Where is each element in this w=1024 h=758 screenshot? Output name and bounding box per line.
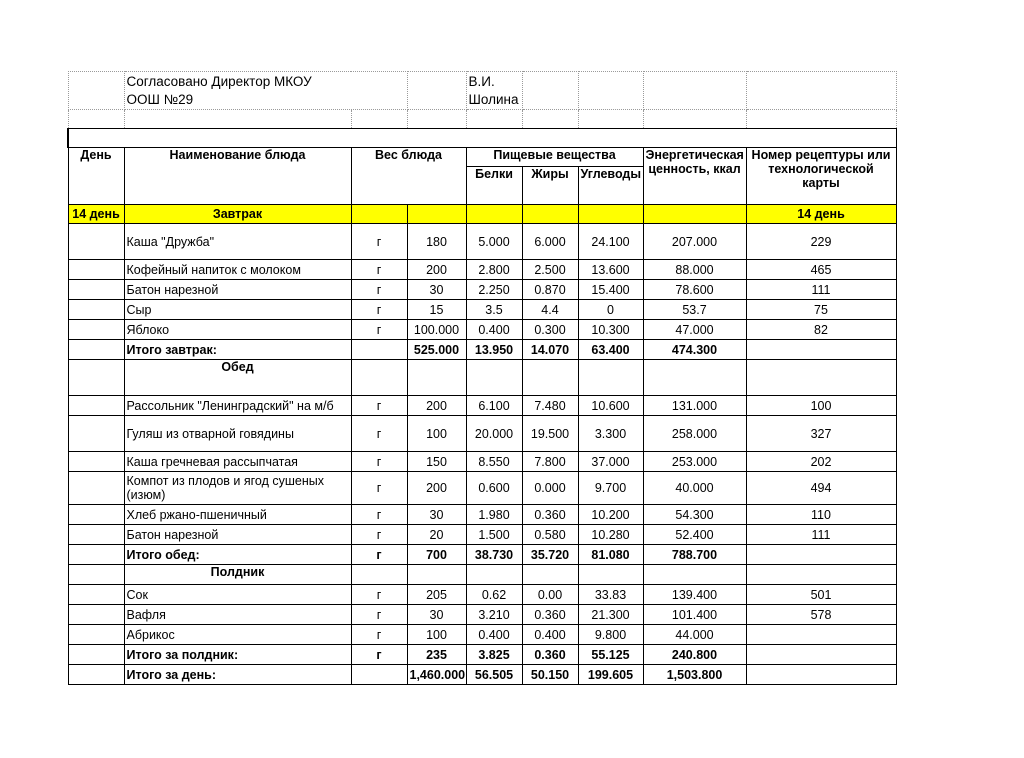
- unit: [351, 665, 407, 685]
- recipe-number: [746, 625, 896, 645]
- spacer-row: [68, 110, 896, 129]
- recipe-number: 465: [746, 260, 896, 280]
- day-cell: [68, 224, 124, 260]
- total-label: Итого за полдник:: [124, 645, 351, 665]
- empty-cell: [746, 565, 896, 585]
- unit: [351, 340, 407, 360]
- day-cell: [68, 545, 124, 565]
- fat: 19.500: [522, 416, 578, 452]
- day-cell: [68, 396, 124, 416]
- empty-cell: [466, 360, 522, 396]
- dish-name: Вафля: [124, 605, 351, 625]
- unit: г: [351, 300, 407, 320]
- weight: 30: [407, 605, 466, 625]
- unit: г: [351, 525, 407, 545]
- empty-cell: [643, 565, 746, 585]
- unit: г: [351, 625, 407, 645]
- recipe-number: 100: [746, 396, 896, 416]
- total-recipe: [746, 340, 896, 360]
- carbs: 10.280: [578, 525, 643, 545]
- protein: 1.500: [466, 525, 522, 545]
- weight: 200: [407, 472, 466, 505]
- section-row: [68, 565, 896, 585]
- protein: 8.550: [466, 452, 522, 472]
- blank-row: [68, 129, 896, 148]
- col-nutrients: Пищевые вещества: [466, 148, 643, 167]
- energy: 44.000: [643, 625, 746, 645]
- weight: 30: [407, 280, 466, 300]
- protein: 1.980: [466, 505, 522, 525]
- weight: 200: [407, 260, 466, 280]
- fat: 0.00: [522, 585, 578, 605]
- empty-cell: [351, 565, 407, 585]
- dish-name: Компот из плодов и ягод сушеных (изюм): [124, 472, 351, 505]
- dish-name: Сок: [124, 585, 351, 605]
- day-cell: [68, 260, 124, 280]
- protein: 20.000: [466, 416, 522, 452]
- energy: 40.000: [643, 472, 746, 505]
- empty-cell: [578, 360, 643, 396]
- approval-line-2: ООШ №29: [126, 92, 194, 107]
- total-protein: 56.505: [466, 665, 522, 685]
- day-cell: [68, 360, 124, 396]
- energy: 47.000: [643, 320, 746, 340]
- carbs: 10.200: [578, 505, 643, 525]
- weight: 150: [407, 452, 466, 472]
- unit: г: [351, 585, 407, 605]
- fat: 6.000: [522, 224, 578, 260]
- energy: 78.600: [643, 280, 746, 300]
- total-energy: 474.300: [643, 340, 746, 360]
- dish-row: [68, 416, 896, 452]
- col-day: День: [68, 148, 124, 205]
- weight: 180: [407, 224, 466, 260]
- energy: 53.7: [643, 300, 746, 320]
- energy: 52.400: [643, 525, 746, 545]
- carbs: 37.000: [578, 452, 643, 472]
- dish-name: Батон нарезной: [124, 280, 351, 300]
- total-label: Итого за день:: [124, 665, 351, 685]
- unit: г: [351, 260, 407, 280]
- total-weight: 1,460.000: [407, 665, 466, 685]
- unit: г: [351, 396, 407, 416]
- signer-line-1: В.И.: [468, 74, 495, 89]
- total-row: [68, 645, 896, 665]
- fat: 0.400: [522, 625, 578, 645]
- weight: 100: [407, 416, 466, 452]
- total-carbs: 81.080: [578, 545, 643, 565]
- day-label: 14 день: [68, 205, 124, 224]
- day-cell: [68, 645, 124, 665]
- fat: 0.360: [522, 505, 578, 525]
- protein: 5.000: [466, 224, 522, 260]
- protein: 2.800: [466, 260, 522, 280]
- total-energy: 1,503.800: [643, 665, 746, 685]
- protein: 3.210: [466, 605, 522, 625]
- dish-row: [68, 525, 896, 545]
- total-carbs: 55.125: [578, 645, 643, 665]
- recipe-number: 110: [746, 505, 896, 525]
- empty-cell: [522, 360, 578, 396]
- day-row: [68, 205, 896, 224]
- protein: 2.250: [466, 280, 522, 300]
- dish-row: [68, 452, 896, 472]
- day-cell: [68, 452, 124, 472]
- col-weight: Вес блюда: [351, 148, 466, 205]
- carbs: 21.300: [578, 605, 643, 625]
- energy: 207.000: [643, 224, 746, 260]
- dish-row: [68, 280, 896, 300]
- day-cell: [68, 472, 124, 505]
- dish-row: [68, 224, 896, 260]
- carbs: 10.300: [578, 320, 643, 340]
- total-label: Итого обед:: [124, 545, 351, 565]
- carbs: 15.400: [578, 280, 643, 300]
- total-fat: 0.360: [522, 645, 578, 665]
- recipe-number: 327: [746, 416, 896, 452]
- dish-name: Абрикос: [124, 625, 351, 645]
- dish-row: [68, 505, 896, 525]
- day-cell: [68, 320, 124, 340]
- dish-row: [68, 320, 896, 340]
- dish-name: Сыр: [124, 300, 351, 320]
- total-label: Итого завтрак:: [124, 340, 351, 360]
- col-energy: Энергетическая ценность, ккал: [643, 148, 746, 205]
- energy: 131.000: [643, 396, 746, 416]
- total-energy: 240.800: [643, 645, 746, 665]
- col-dish: Наименование блюда: [124, 148, 351, 205]
- protein: 0.62: [466, 585, 522, 605]
- fat: 4.4: [522, 300, 578, 320]
- dish-row: [68, 472, 896, 505]
- protein: 0.400: [466, 625, 522, 645]
- empty-cell: [522, 565, 578, 585]
- protein: 3.5: [466, 300, 522, 320]
- dish-row: [68, 585, 896, 605]
- unit: г: [351, 320, 407, 340]
- protein: 6.100: [466, 396, 522, 416]
- empty-cell: [746, 360, 896, 396]
- carbs: 9.700: [578, 472, 643, 505]
- total-fat: 14.070: [522, 340, 578, 360]
- fat: 0.000: [522, 472, 578, 505]
- carbs: 3.300: [578, 416, 643, 452]
- approval-line-1: Согласовано Директор МКОУ: [126, 74, 312, 89]
- energy: 88.000: [643, 260, 746, 280]
- weight: 205: [407, 585, 466, 605]
- dish-name: Каша "Дружба": [124, 224, 351, 260]
- col-fat: Жиры: [522, 167, 578, 205]
- total-recipe: [746, 545, 896, 565]
- energy: 54.300: [643, 505, 746, 525]
- day-cell: [68, 525, 124, 545]
- total-weight: 235: [407, 645, 466, 665]
- day-cell: [68, 300, 124, 320]
- day-cell: [68, 605, 124, 625]
- protein: 0.400: [466, 320, 522, 340]
- unit: г: [351, 645, 407, 665]
- energy: 253.000: [643, 452, 746, 472]
- col-carbs: Углеводы: [578, 167, 643, 205]
- dish-row: [68, 396, 896, 416]
- dish-name: Рассольник "Ленинградский" на м/б: [124, 396, 351, 416]
- energy: 139.400: [643, 585, 746, 605]
- weight: 200: [407, 396, 466, 416]
- unit: г: [351, 416, 407, 452]
- carbs: 13.600: [578, 260, 643, 280]
- fat: 0.870: [522, 280, 578, 300]
- total-weight: 525.000: [407, 340, 466, 360]
- col-recipe: Номер рецептуры или технологической карты: [746, 148, 896, 205]
- recipe-number: 111: [746, 525, 896, 545]
- unit: г: [351, 280, 407, 300]
- day-cell: [68, 565, 124, 585]
- dish-name: Яблоко: [124, 320, 351, 340]
- dish-name: Кофейный напиток с молоком: [124, 260, 351, 280]
- weight: 15: [407, 300, 466, 320]
- fat: 2.500: [522, 260, 578, 280]
- signer-line-2: Шолина: [468, 92, 519, 107]
- approval-row: [68, 72, 896, 110]
- meal-lunch-title: Обед: [124, 360, 351, 396]
- day-cell: [68, 280, 124, 300]
- unit: г: [351, 605, 407, 625]
- day-cell: [68, 340, 124, 360]
- unit: г: [351, 505, 407, 525]
- fat: 0.360: [522, 605, 578, 625]
- dish-row: [68, 260, 896, 280]
- menu-sheet: [67, 71, 895, 685]
- carbs: 33.83: [578, 585, 643, 605]
- fat: 7.800: [522, 452, 578, 472]
- total-recipe: [746, 665, 896, 685]
- col-protein: Белки: [466, 167, 522, 205]
- dish-row: [68, 625, 896, 645]
- recipe-number: 202: [746, 452, 896, 472]
- unit: г: [351, 472, 407, 505]
- empty-cell: [466, 565, 522, 585]
- unit: г: [351, 452, 407, 472]
- total-fat: 35.720: [522, 545, 578, 565]
- empty-cell: [407, 565, 466, 585]
- dish-name: Батон нарезной: [124, 525, 351, 545]
- dish-name: Хлеб ржано-пшеничный: [124, 505, 351, 525]
- recipe-number: 578: [746, 605, 896, 625]
- weight: 30: [407, 505, 466, 525]
- total-fat: 50.150: [522, 665, 578, 685]
- day-cell: [68, 665, 124, 685]
- total-carbs: 199.605: [578, 665, 643, 685]
- weight: 100.000: [407, 320, 466, 340]
- energy: 101.400: [643, 605, 746, 625]
- total-protein: 3.825: [466, 645, 522, 665]
- total-protein: 38.730: [466, 545, 522, 565]
- meal-breakfast-title: Завтрак: [124, 205, 351, 224]
- total-row: [68, 665, 896, 685]
- protein: 0.600: [466, 472, 522, 505]
- dish-row: [68, 605, 896, 625]
- recipe-number: 82: [746, 320, 896, 340]
- dish-name: Каша гречневая рассыпчатая: [124, 452, 351, 472]
- carbs: 24.100: [578, 224, 643, 260]
- recipe-number: 501: [746, 585, 896, 605]
- fat: 0.580: [522, 525, 578, 545]
- weight: 20: [407, 525, 466, 545]
- total-carbs: 63.400: [578, 340, 643, 360]
- carbs: 9.800: [578, 625, 643, 645]
- total-row: [68, 340, 896, 360]
- total-row: [68, 545, 896, 565]
- empty-cell: [407, 360, 466, 396]
- weight: 100: [407, 625, 466, 645]
- section-row: [68, 360, 896, 396]
- recipe-day-label: 14 день: [746, 205, 896, 224]
- day-cell: [68, 505, 124, 525]
- fat: 7.480: [522, 396, 578, 416]
- carbs: 10.600: [578, 396, 643, 416]
- recipe-number: 111: [746, 280, 896, 300]
- total-energy: 788.700: [643, 545, 746, 565]
- column-header-row: [68, 148, 896, 167]
- menu-table: [67, 71, 897, 685]
- recipe-number: 75: [746, 300, 896, 320]
- total-protein: 13.950: [466, 340, 522, 360]
- empty-cell: [578, 565, 643, 585]
- empty-cell: [351, 360, 407, 396]
- carbs: 0: [578, 300, 643, 320]
- day-cell: [68, 625, 124, 645]
- total-weight: 700: [407, 545, 466, 565]
- total-recipe: [746, 645, 896, 665]
- meal-snack-title: Полдник: [124, 565, 351, 585]
- dish-name: Гуляш из отварной говядины: [124, 416, 351, 452]
- unit: г: [351, 224, 407, 260]
- energy: 258.000: [643, 416, 746, 452]
- recipe-number: 494: [746, 472, 896, 505]
- recipe-number: 229: [746, 224, 896, 260]
- fat: 0.300: [522, 320, 578, 340]
- unit: г: [351, 545, 407, 565]
- dish-row: [68, 300, 896, 320]
- day-cell: [68, 416, 124, 452]
- empty-cell: [643, 360, 746, 396]
- day-cell: [68, 585, 124, 605]
